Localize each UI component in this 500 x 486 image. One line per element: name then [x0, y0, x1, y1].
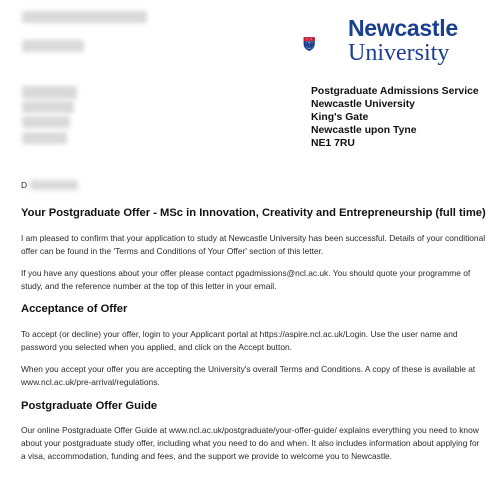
- redacted-date: [22, 40, 84, 52]
- heading-acceptance: Acceptance of Offer: [21, 303, 128, 315]
- redacted-reference: [22, 11, 147, 23]
- redacted-salutation-name: [30, 180, 78, 190]
- redacted-recipient-address-1: [22, 101, 74, 113]
- address-line: Newcastle upon Tyne: [311, 125, 417, 136]
- address-line: Postgraduate Admissions Service: [311, 86, 479, 97]
- redacted-recipient-name: [22, 86, 77, 99]
- paragraph-terms: When you accept your offer you are accepting the University's overall Terms and Conditions. A copy of these is available at www.ncl.ac.uk/pre-arrival/regulations.: [21, 364, 476, 387]
- logo-line-2: University: [348, 40, 450, 66]
- address-line: NE1 7RU: [311, 138, 355, 149]
- university-logo-wordmark: [348, 17, 458, 65]
- paragraph-accept-instructions: To accept (or decline) your offer, login to your Applicant portal at https://aspire.ncl.ac.uk/Login. Use the user name and password you selected when you applied, and click on the Accept button.: [21, 329, 458, 352]
- salutation-initial: D: [21, 180, 28, 190]
- university-crest-icon: [303, 19, 353, 69]
- address-line: King's Gate: [311, 112, 369, 123]
- paragraph-questions: If you have any questions about your offer please contact pgadmissions@ncl.ac.uk. You should quote your programme of study, and the reference number at the top of this letter in your email.: [21, 268, 471, 291]
- paragraph-confirmation: I am pleased to confirm that your application to study at Newcastle University has been successful. Details of your conditional offer can be found in the 'Terms and Conditions of Your Offer' section of this letter.: [21, 233, 486, 256]
- redacted-recipient-address-2: [22, 116, 70, 128]
- sender-address: [311, 85, 479, 150]
- paragraph-offer-guide: Our online Postgraduate Offer Guide at www.ncl.ac.uk/postgraduate/your-offer-guide/ explains everything you need to know about your postgraduate study offer, including what you need to do and when. It also includes information about applying for a visa, accommodation, funding and fees, and the support we provide to welcome you to Newcastle.: [21, 425, 480, 461]
- heading-offer-guide: Postgraduate Offer Guide: [21, 400, 158, 412]
- offer-title: Your Postgraduate Offer - MSc in Innovation, Creativity and Entrepreneurship (full time): [21, 207, 486, 219]
- logo-line-1: Newcastle: [348, 15, 458, 41]
- address-line: Newcastle University: [311, 99, 415, 110]
- redacted-recipient-address-3: [22, 132, 67, 144]
